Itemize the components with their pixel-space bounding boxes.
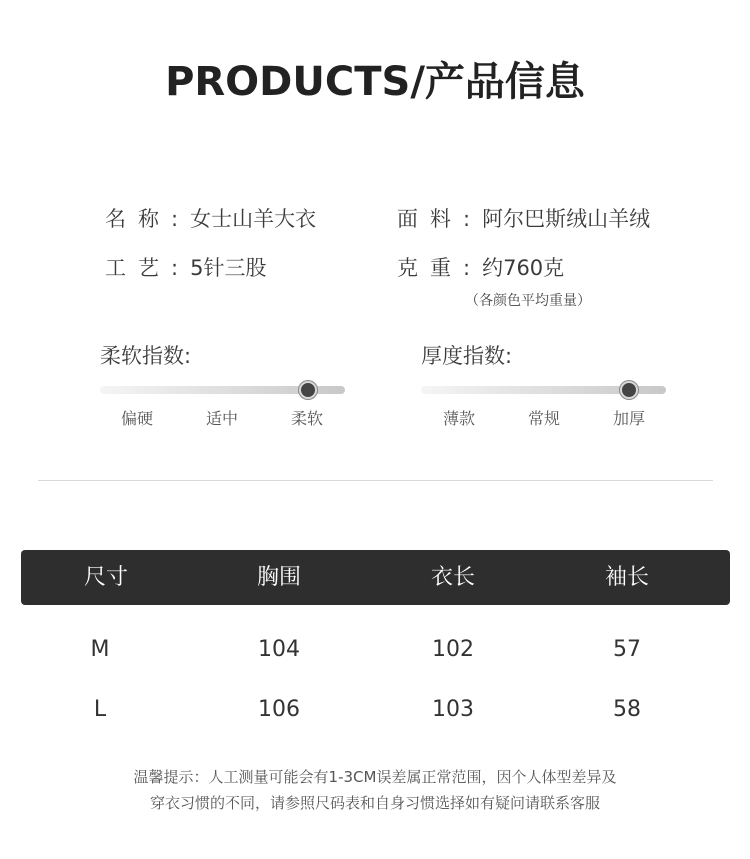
tip-line-1: 温馨提示：人工测量可能会有1-3CM误差属正常范围，因个人体型差异及 <box>133 768 617 786</box>
info-fabric <box>397 203 650 233</box>
cell-sleeve: 58 <box>613 697 641 722</box>
page-title: PRODUCTS/产品信息 <box>165 59 585 105</box>
fabric-value: 阿尔巴斯绒山羊绒 <box>482 207 651 231</box>
info-name <box>105 203 316 233</box>
cell-sleeve: 57 <box>613 637 641 662</box>
softness-label-medium: 适中 <box>205 409 239 428</box>
thickness-label-thick: 加厚 <box>612 409 646 428</box>
thickness-label-thin: 薄款 <box>442 409 476 428</box>
header-length: 衣长 <box>430 565 476 590</box>
softness-title: 柔软指数: <box>100 344 192 368</box>
fabric-label: 面料: <box>397 207 483 231</box>
cell-size: M <box>90 637 110 662</box>
name-value: 女士山羊大衣 <box>190 207 317 231</box>
cell-length: 103 <box>432 697 474 722</box>
tip-line-2: 穿衣习惯的不同，请参照尺码表和自身习惯选择如有疑问请联系客服 <box>149 794 600 812</box>
craft-value: 5针三股 <box>190 256 267 280</box>
craft-label: 工艺: <box>105 256 191 280</box>
weight-note: （各颜色平均重量） <box>465 293 591 309</box>
weight-value: 约760克 <box>482 256 565 280</box>
thickness-title: 厚度指数: <box>421 344 513 368</box>
softness-label-soft: 柔软 <box>290 409 324 428</box>
weight-label: 克重: <box>397 256 483 280</box>
size-table-header <box>21 550 730 605</box>
cell-chest: 106 <box>258 697 300 722</box>
header-sleeve: 袖长 <box>604 565 650 590</box>
softness-label-hard: 偏硬 <box>120 409 154 428</box>
thickness-label-regular: 常规 <box>527 409 561 428</box>
header-chest: 胸围 <box>256 565 302 590</box>
cell-size: L <box>93 697 107 722</box>
divider <box>38 480 713 481</box>
name-label: 名称: <box>105 207 191 231</box>
header-size: 尺寸 <box>83 565 129 590</box>
thickness-knob <box>620 381 638 399</box>
softness-knob <box>299 381 317 399</box>
cell-length: 102 <box>432 637 474 662</box>
cell-chest: 104 <box>258 637 300 662</box>
info-weight <box>397 252 564 282</box>
info-craft <box>105 252 266 282</box>
